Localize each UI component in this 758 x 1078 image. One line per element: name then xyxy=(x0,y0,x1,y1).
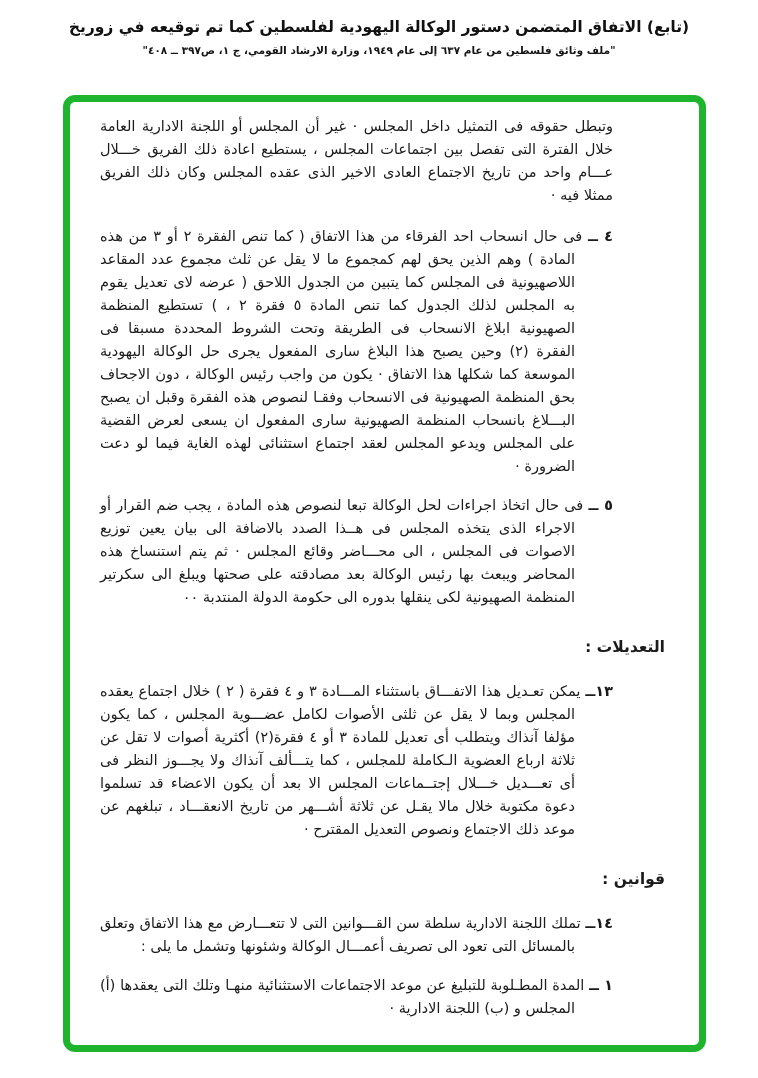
clause-text: المدة المطـلوبة للتبليغ عن موعد الاجتماعات الاستثنائية منهـا وتلك التى يعقدها (أ) المجلس و (ب) اللجنة الادارية · xyxy=(100,978,590,1017)
clause-item xyxy=(100,681,613,842)
clause-number: ١٣ــ xyxy=(585,684,613,700)
clause-number: ٤ ــ xyxy=(588,229,613,245)
clause-item xyxy=(100,913,613,959)
document-body xyxy=(70,102,699,1043)
intro-paragraph: وتبطل حقوقه فى التمثيل داخل المجلس · غير أن المجلس أو اللجنة الادارية العامة خلال الفترة التى تفصل بين اجتماعات المجلس ، يستطيع اعادة ذلك الفريق خـــلال عـــام واحد من تاريخ الاجتماع العادى الاخير الذى عقده المجلس وكان ذلك الفريق ممثلا فيه · xyxy=(100,119,613,204)
section-heading: التعديلات : xyxy=(585,638,665,656)
clause-number: ٥ ــ xyxy=(588,498,613,514)
clause-text: يمكن تعـديل هذا الاتفـــاق باستثناء المـــادة ٣ و ٤ فقرة ( ٢ ) خلال اجتماع يعقده المجلس وبما لا يقل عن ثلثى الأصوات لكامل عضـــوية المجلس ، كما يكون مؤلفا آنذاك ويتطلب أى تعديل للمادة ٣ أو ٤ فقرة(٢) أكثرية أصوات لا تقل عن ثلاثة ارباع العضوية الـكاملة للمجلس ، كما يتـــألف آنذاك ولا يجـــوز النظر فى أى تعـــديل خـــلال إجتــماعات المجلس الا بعد أن يكون الاعضاء قد تسلموا دعوة مكتوبة خلال مالا يقـل عن ثلاثة أشـــهر من تاريخ الانعقـــاد ، تبلغهم عن موعد ذلك الاجتماع ونصوص التعديل المقترح · xyxy=(100,684,586,838)
clause-text: فى حال انسحاب احد الفرقاء من هذا الاتفاق ( كما تنص الفقرة ٢ أو ٣ من هذه المادة ) وهم الذين يحق لهم كمجموع ما لا يقل عن ثلث مجموع عدد المقاعد اللاصهيونية فى المجلس كما يتبين من الجدول اللاحق ( عرضه لاى تعديل يقوم به المجلس لذلك الجدول كما تنص المادة ٥ فقرة ٢ ، ) تستطيع المنظمة الصهيونية ابلاغ الانسحاب فى الطريقة وتحت الشروط المحددة مسبقا فى الفقرة (٢) وحين يصبح هذا البلاغ سارى المفعول يجرى حل الوكالة اليهودية الموسعة كما شكلها هذا الاتفاق · يكون من واجب رئيس الوكالة ، دون الاجحاف بحق المنظمة الصهيونية فى الانسحاب وفقـا لنصوص هذه الفقرة وقبل ان يصبح البـــلاغ بانسحاب المنظمة الصهيونية سارى المفعول ان يسعى لعرض القضية على المجلس ويدعو المجلس لعقد اجتماع استثنائى لهذه الغاية فيما لو دعت الضرورة · xyxy=(100,229,588,475)
clause-item xyxy=(100,975,613,1021)
clause-item xyxy=(100,495,613,610)
page-header xyxy=(0,0,758,57)
clause-text: تملك اللجنة الادارية سلطة سن القـــوانين التى لا تتعـــارض مع هذا الاتفاق وتعلق بالمسائل التى تعود الى تصريف أعمـــال الوكالة وشئونها وتشمل ما يلى : xyxy=(100,916,586,955)
document-title: (تابع) الاتفاق المتضمن دستور الوكالة اليهودية لفلسطين كما تم توقيعه في زوريخ xyxy=(68,18,690,36)
clause-item xyxy=(100,226,613,479)
section-heading: قوانين : xyxy=(602,870,665,888)
clause-text: فى حال اتخاذ اجراءات لحل الوكالة تبعا لنصوص هذه المادة ، يجب ضم القرار أو الاجراء الذى يتخذه المجلس فى هــذا الصدد بالاضافة الى بيان يعين توزيع الاصوات فى المجلس ، الى محـــاضر وقائع المجلس · ثم يتم استنساخ هذه المحاضر ويبعث بها رئيس الوكالة بعد مصادقته على صحتها ويبلغ الى سكرتير المنظمة الصهيونية لكى ينقلها بدوره الى حكومة الدولة المنتدبة ٠٠ xyxy=(100,498,589,606)
clause-number: ١ ــ xyxy=(589,978,613,994)
document-source-citation: "ملف وثائق فلسطين من عام ٦٣٧ إلى عام ١٩٤٩، وزارة الارشاد القومي، ج ١، ص٣٩٧ ــ ٤٠٨" xyxy=(142,45,616,57)
highlight-frame xyxy=(63,95,706,1052)
clause-number: ١٤ــ xyxy=(585,916,613,932)
